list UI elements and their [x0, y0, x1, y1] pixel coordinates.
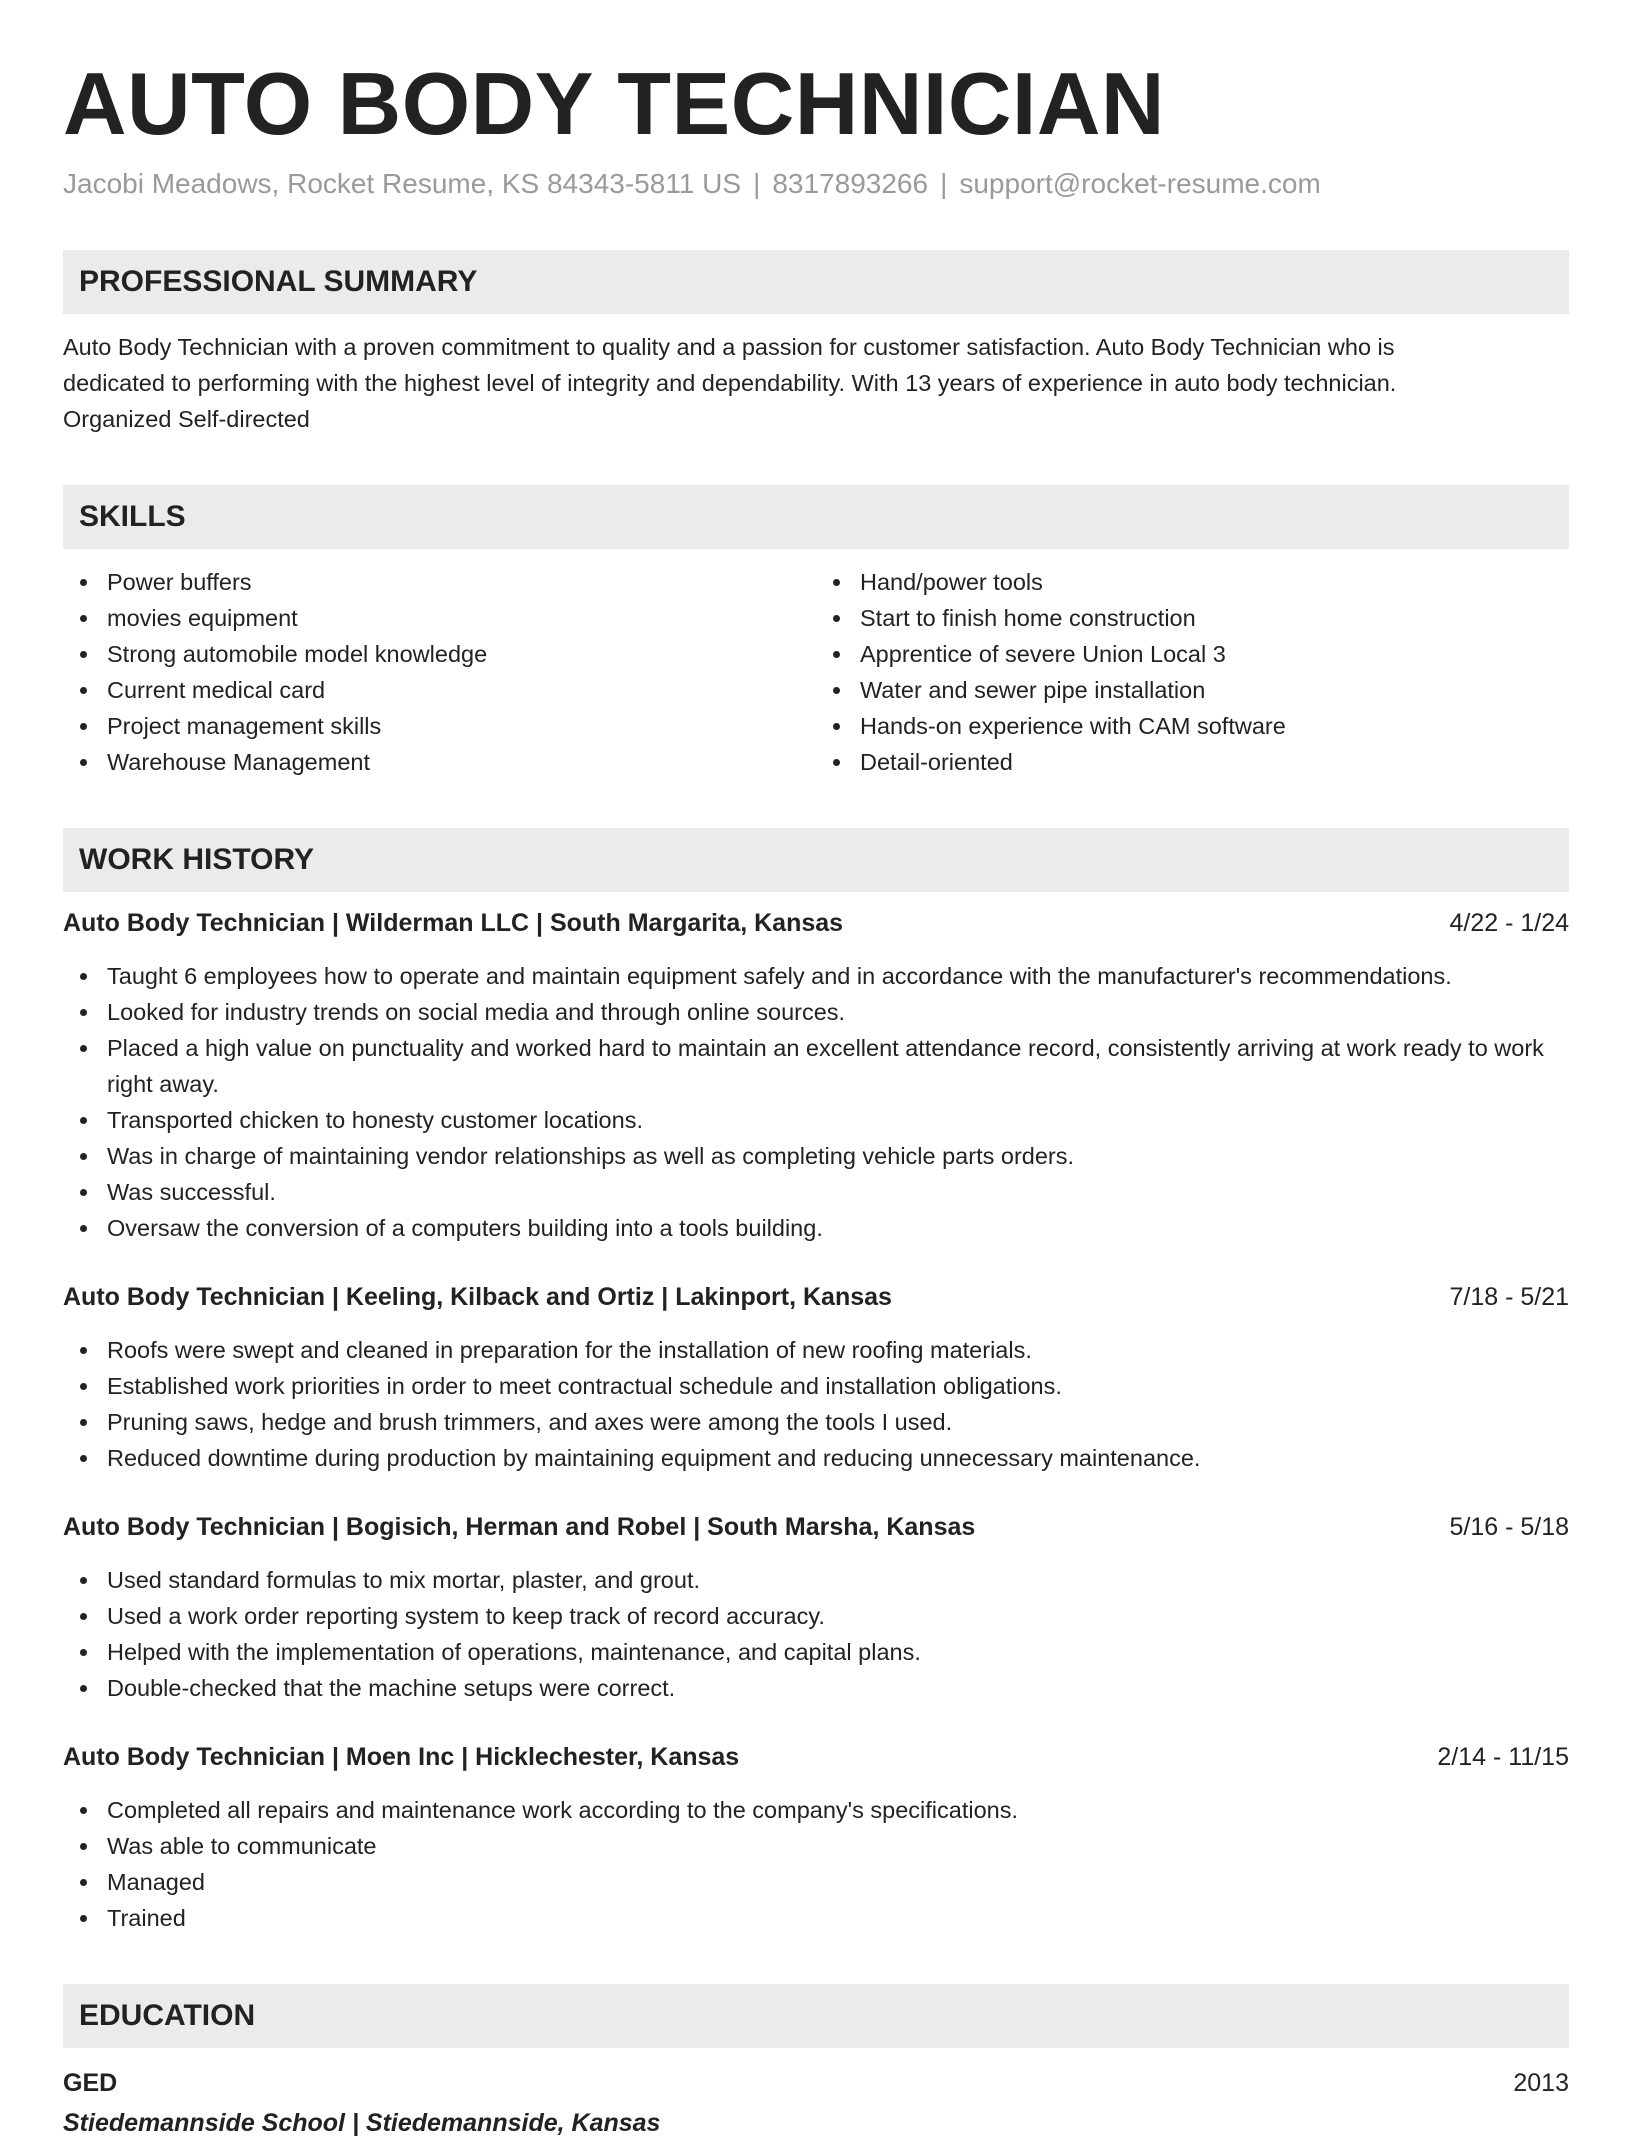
- skill-item: Water and sewer pipe installation: [816, 672, 1569, 708]
- job-bullet: Used a work order reporting system to keep track of record accuracy.: [63, 1598, 1569, 1634]
- job-bullet: Was in charge of maintaining vendor relationships as well as completing vehicle parts orders.: [63, 1138, 1569, 1174]
- skills-column-left: [63, 564, 816, 780]
- education-heading: EDUCATION: [79, 1999, 256, 2032]
- job-bullet: Completed all repairs and maintenance work according to the company's specifications.: [63, 1792, 1569, 1828]
- job-header: [63, 1509, 1569, 1545]
- job-header: [63, 905, 1569, 941]
- job-bullet: Roofs were swept and cleaned in preparation for the installation of new roofing materials.: [63, 1332, 1569, 1368]
- job-header: [63, 1279, 1569, 1315]
- job-bullets: [63, 1562, 1569, 1706]
- skill-item: Apprentice of severe Union Local 3: [816, 636, 1569, 672]
- education-degree: GED: [63, 2069, 118, 2097]
- job-bullet: Trained: [63, 1900, 1569, 1936]
- job-entry: [63, 1509, 1569, 1706]
- summary-text: [63, 329, 1569, 437]
- education-section-header: [63, 1984, 1569, 2048]
- job-entry: [63, 1739, 1569, 1936]
- job-header: [63, 1739, 1569, 1775]
- skills-heading: SKILLS: [79, 500, 186, 533]
- contact-email: support@rocket-resume.com: [959, 168, 1321, 199]
- job-bullet: Was able to communicate: [63, 1828, 1569, 1864]
- skill-item: Start to finish home construction: [816, 600, 1569, 636]
- education-header: [63, 2065, 1569, 2101]
- job-bullet: Helped with the implementation of operations, maintenance, and capital plans.: [63, 1634, 1569, 1670]
- skills-column-right: [816, 564, 1569, 780]
- job-bullet: Reduced downtime during production by maintaining equipment and reducing unnecessary maintenance.: [63, 1440, 1569, 1476]
- job-bullets: [63, 1792, 1569, 1936]
- job-bullet: Established work priorities in order to meet contractual schedule and installation obligations.: [63, 1368, 1569, 1404]
- summary-heading: PROFESSIONAL SUMMARY: [79, 265, 478, 298]
- summary-line: Auto Body Technician with a proven commitment to quality and a passion for customer satisfaction. Auto Body Technician who is: [63, 334, 1395, 360]
- skill-item: Project management skills: [63, 708, 816, 744]
- skill-item: Hands-on experience with CAM software: [816, 708, 1569, 744]
- skills-list: [63, 564, 1569, 780]
- education-entry: [63, 2065, 1569, 2141]
- job-dates: 4/22 - 1/24: [1449, 909, 1569, 937]
- job-entry: [63, 905, 1569, 1246]
- skill-item: Hand/power tools: [816, 564, 1569, 600]
- job-bullet: Looked for industry trends on social media and through online sources.: [63, 994, 1569, 1030]
- job-title: Auto Body Technician | Wilderman LLC | South Margarita, Kansas: [63, 909, 844, 937]
- skill-item: Warehouse Management: [63, 744, 816, 780]
- job-bullet: Double-checked that the machine setups were correct.: [63, 1670, 1569, 1706]
- skill-item: Power buffers: [63, 564, 816, 600]
- work-section-header: [63, 828, 1569, 892]
- summary-section-header: [63, 250, 1569, 314]
- job-bullet: Transported chicken to honesty customer locations.: [63, 1102, 1569, 1138]
- job-bullet: Oversaw the conversion of a computers building into a tools building.: [63, 1210, 1569, 1246]
- job-title: Auto Body Technician | Keeling, Kilback and Ortiz | Lakinport, Kansas: [63, 1283, 892, 1311]
- job-bullet: Taught 6 employees how to operate and maintain equipment safely and in accordance with the manufacturer's recommendations.: [63, 958, 1569, 994]
- job-dates: 5/16 - 5/18: [1449, 1513, 1569, 1541]
- skill-item: Detail-oriented: [816, 744, 1569, 780]
- job-bullet: Managed: [63, 1864, 1569, 1900]
- education-school: Stiedemannside School | Stiedemannside, Kansas: [63, 2109, 661, 2137]
- work-heading: WORK HISTORY: [79, 843, 315, 876]
- skill-item: Strong automobile model knowledge: [63, 636, 816, 672]
- skills-section-header: [63, 485, 1569, 549]
- contact-separator: |: [940, 168, 948, 199]
- job-bullets: [63, 1332, 1569, 1476]
- skill-item: movies equipment: [63, 600, 816, 636]
- summary-line: dedicated to performing with the highest level of integrity and dependability. With 13 years of experience in auto body technician.: [63, 370, 1397, 396]
- skill-item: Current medical card: [63, 672, 816, 708]
- job-bullet: Was successful.: [63, 1174, 1569, 1210]
- contact-line: [63, 166, 1569, 202]
- summary-line: Organized Self-directed: [63, 406, 310, 432]
- job-entry: [63, 1279, 1569, 1476]
- job-bullets: [63, 958, 1569, 1246]
- job-bullet: Used standard formulas to mix mortar, plaster, and grout.: [63, 1562, 1569, 1598]
- job-dates: 7/18 - 5/21: [1449, 1283, 1569, 1311]
- contact-phone: 8317893266: [772, 168, 929, 199]
- education-year: 2013: [1513, 2069, 1569, 2097]
- job-dates: 2/14 - 11/15: [1437, 1743, 1569, 1771]
- contact-separator: |: [753, 168, 761, 199]
- job-title: Auto Body Technician | Moen Inc | Hicklechester, Kansas: [63, 1743, 740, 1771]
- resume-title: AUTO BODY TECHNICIAN: [63, 54, 1165, 153]
- job-bullet: Pruning saws, hedge and brush trimmers, and axes were among the tools I used.: [63, 1404, 1569, 1440]
- contact-address: Jacobi Meadows, Rocket Resume, KS 84343-5811 US: [63, 168, 742, 199]
- job-bullet: Placed a high value on punctuality and worked hard to maintain an excellent attendance record, consistently arriving at work ready to work right away.: [63, 1030, 1569, 1102]
- job-title: Auto Body Technician | Bogisich, Herman and Robel | South Marsha, Kansas: [63, 1513, 976, 1541]
